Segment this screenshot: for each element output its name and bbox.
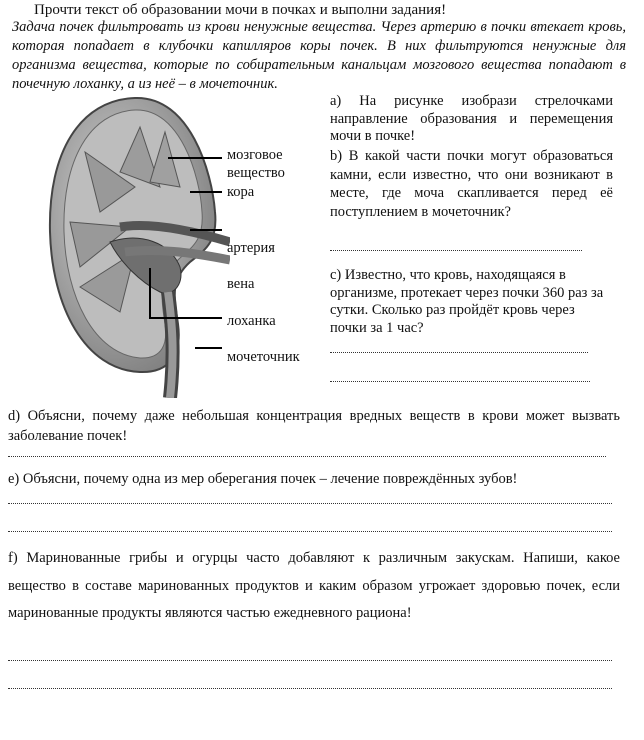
answer-line-c1[interactable]: [330, 352, 588, 353]
question-c: c) Известно, что кровь, находящаяся в организме, протекает через почки 360 раз за сутки. Сколько раз пройдёт кровь через почки за 1 час?: [330, 267, 604, 336]
question-d: d) Объясни, почему даже небольшая концентрация вредных веществ в крови может вызвать заболевание почек!: [8, 408, 620, 444]
label-leader-lines: [140, 150, 230, 360]
label-pelvis: лоханка: [227, 313, 276, 329]
page-title: Прочти текст об образовании мочи в почках и выполни задания!: [34, 2, 447, 18]
answer-line-c2[interactable]: [330, 381, 590, 382]
question-f: f) Маринованные грибы и огурцы часто добавляют к различным закускам. Напиши, какое вещество в составе маринованных продуктов и каким образом угрожает здоровью почек, если маринованные продукты являются частью ежедневного рациона!: [8, 550, 620, 621]
label-ureter: мочеточник: [227, 349, 300, 365]
answer-line-f1[interactable]: [8, 660, 612, 661]
label-vein: вена: [227, 276, 255, 292]
question-e: e) Объясни, почему одна из мер оберегания почек – лечение повреждённых зубов!: [8, 471, 518, 487]
intro-text: Задача почек фильтровать из крови ненужные вещества. Через артерию в почки втекает кровь, которая попадает в клубочки капилляров коры почек. В них фильтруются ненужные для организма вещества, которые по собирательным канальцам мозгового вещества попадают в почечную лоханку, а из неё – в мочеточник.: [12, 19, 626, 92]
label-medulla-2: вещество: [227, 165, 285, 181]
question-b: b) В какой части почки могут образоваться камни, если известно, что они возникают в месте, где моча скапливается перед её поступлением в мочеточник?: [330, 148, 613, 220]
label-cortex: кора: [227, 184, 255, 200]
answer-line-e2[interactable]: [8, 531, 612, 532]
answer-line-b[interactable]: [330, 250, 582, 251]
question-a: a) На рисунке изобрази стрелочками направление образования и перемещения мочи в почке!: [330, 93, 613, 144]
answer-line-d[interactable]: [8, 456, 606, 457]
label-artery: артерия: [227, 240, 275, 256]
answer-line-e1[interactable]: [8, 503, 612, 504]
answer-line-f2[interactable]: [8, 688, 612, 689]
label-medulla-1: мозговое: [227, 147, 283, 163]
